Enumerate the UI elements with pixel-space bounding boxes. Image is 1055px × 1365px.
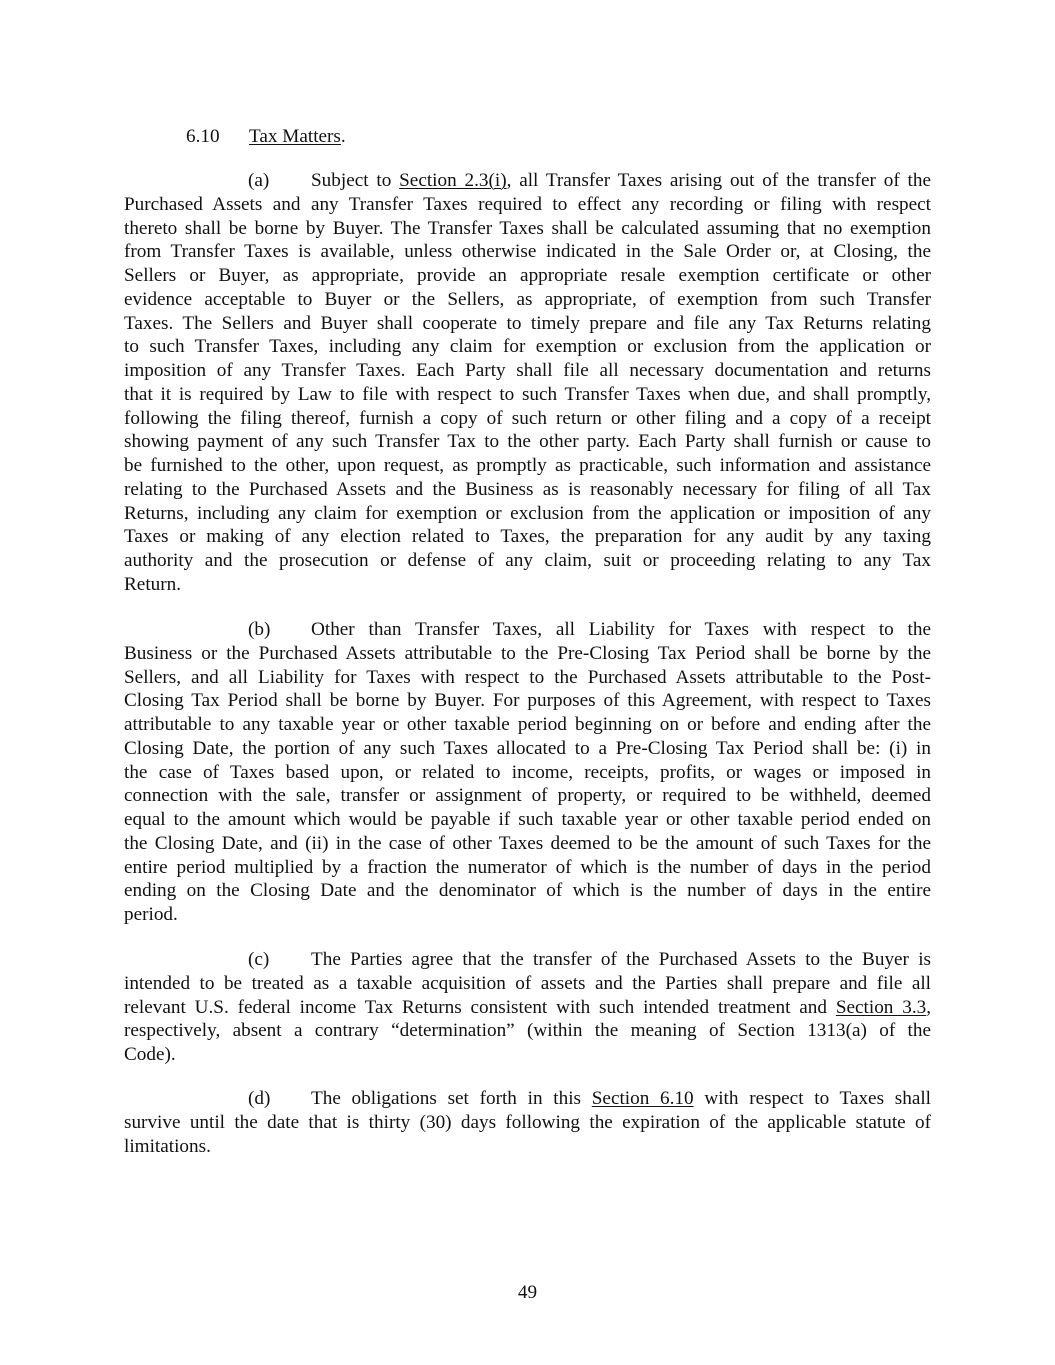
- line-text: be furnished to the other, upon request, as promptly as practicable, such information and assistance: [124, 455, 931, 476]
- line-text: following the filing thereof, furnish a copy of such return or other filing and a copy of a receipt: [124, 407, 931, 429]
- line-text: from Transfer Taxes is available, unless otherwise indicated in the Sale Order or, at Closing, the: [124, 241, 931, 263]
- paragraph-d: [124, 1087, 931, 1158]
- text-line: [124, 169, 931, 193]
- section-heading: [186, 125, 346, 149]
- text-line: [124, 1043, 931, 1067]
- paragraph-c: [124, 948, 931, 1067]
- line-text: the case of Taxes based upon, or related to income, receipts, profits, or wages or imposed in: [124, 761, 931, 783]
- section-title-period: .: [340, 126, 346, 147]
- line-text: attributable to any taxable year or other taxable period beginning on or before and ending after the: [124, 714, 931, 735]
- text-line: [124, 808, 931, 832]
- text-line: [124, 996, 931, 1020]
- line-text-segment: ,: [926, 996, 931, 1018]
- text-line: [124, 430, 931, 454]
- text-line: [124, 217, 931, 241]
- paragraph-label: (a): [248, 170, 270, 191]
- line-text-segment: The obligations set forth in this: [311, 1088, 592, 1109]
- paragraph-first-line-text: [311, 948, 931, 972]
- text-line: [124, 879, 931, 903]
- line-text: respectively, absent a contrary “determination” (within the meaning of Section 1313(a) of the: [124, 1020, 931, 1042]
- text-line: [124, 549, 931, 573]
- line-text: thereto shall be borne by Buyer. The Transfer Taxes shall be calculated assuming that no exemption: [124, 217, 931, 239]
- line-text: Return.: [124, 573, 182, 595]
- text-line: [124, 761, 931, 785]
- line-text: ending on the Closing Date and the denominator of which is the number of days in the entire: [124, 880, 931, 902]
- text-line: [124, 478, 931, 502]
- line-text: intended to be treated as a taxable acquisition of assets and the Parties shall prepare and file all: [124, 972, 931, 994]
- text-line: [124, 1111, 931, 1135]
- line-text: authority and the prosecution or defense of any claim, suit or proceeding relating to any Tax: [124, 550, 931, 571]
- text-line: [124, 573, 931, 597]
- text-line: [124, 383, 931, 407]
- paragraph-first-line-text: [311, 618, 931, 642]
- paragraph-label: (b): [248, 619, 271, 640]
- text-line: [124, 502, 931, 526]
- section-reference: Section 2.3(i): [399, 170, 507, 191]
- line-text: Closing Date, the portion of any such Taxes allocated to a Pre-Closing Tax Period shall be: (i) in: [124, 737, 931, 759]
- text-line: [124, 240, 931, 264]
- line-text-segment: , all Transfer Taxes arising out of the transfer of the: [506, 170, 931, 191]
- text-line: [124, 784, 931, 808]
- text-line: [124, 335, 931, 359]
- text-line: [124, 1135, 931, 1159]
- text-line: [124, 856, 931, 880]
- line-text: Business or the Purchased Assets attributable to the Pre-Closing Tax Period shall be borne by the: [124, 642, 931, 664]
- line-text-segment: with respect to Taxes shall: [693, 1088, 931, 1109]
- section-number: 6.10: [186, 126, 220, 147]
- text-line: [124, 972, 931, 996]
- text-line: [124, 948, 931, 972]
- text-line: [124, 666, 931, 690]
- line-text-segment: Subject to: [311, 170, 400, 191]
- text-line: [124, 1087, 931, 1111]
- line-text: imposition of any Transfer Taxes. Each Party shall file all necessary documentation and returns: [124, 360, 931, 381]
- text-line: [124, 407, 931, 431]
- text-line: [124, 618, 931, 642]
- line-text: Other than Transfer Taxes, all Liability for Taxes with respect to the: [311, 619, 931, 640]
- paragraph-label: (d): [248, 1088, 271, 1109]
- line-text: entire period multiplied by a fraction the numerator of which is the number of days in the period: [124, 856, 931, 878]
- text-line: [124, 525, 931, 549]
- line-text: evidence acceptable to Buyer or the Sellers, as appropriate, of exemption from such Transfer: [124, 288, 931, 310]
- text-line: [124, 903, 931, 927]
- text-line: [124, 359, 931, 383]
- section-reference: Section 6.10: [591, 1088, 694, 1109]
- page-number: 49: [517, 1282, 538, 1303]
- line-text-segment: relevant U.S. federal income Tax Returns consistent with such intended treatment and: [124, 996, 836, 1018]
- line-text: Returns, including any claim for exemption or exclusion from the application or imposition of any: [124, 502, 931, 524]
- line-text: relating to the Purchased Assets and the Business as is reasonably necessary for filing of all Tax: [124, 478, 931, 500]
- paragraph-label: (c): [248, 949, 270, 970]
- line-text: Purchased Assets and any Transfer Taxes required to effect any recording or filing with respect: [124, 193, 931, 215]
- line-text: survive until the date that is thirty (30) days following the expiration of the applicable statute of: [124, 1111, 931, 1133]
- text-line: [124, 193, 931, 217]
- text-line: [124, 832, 931, 856]
- line-text: Sellers or Buyer, as appropriate, provide an appropriate resale exemption certificate or other: [124, 265, 931, 286]
- line-text: Taxes. The Sellers and Buyer shall cooperate to timely prepare and file any Tax Returns relating: [124, 312, 931, 334]
- line-text: equal to the amount which would be payable if such taxable year or other taxable period ended on: [124, 809, 931, 830]
- line-text: The Parties agree that the transfer of the Purchased Assets to the Buyer is: [311, 949, 931, 970]
- paragraph-first-line-text: [311, 169, 931, 193]
- section-title: Tax Matters: [249, 126, 341, 147]
- text-line: [124, 1019, 931, 1043]
- line-text: Closing Tax Period shall be borne by Buyer. For purposes of this Agreement, with respect to Taxes: [124, 690, 931, 712]
- text-line: [124, 264, 931, 288]
- line-text: that it is required by Law to file with respect to such Transfer Taxes when due, and shall promptly,: [124, 383, 931, 405]
- line-text: to such Transfer Taxes, including any claim for exemption or exclusion from the application or: [124, 336, 931, 358]
- line-text: period.: [124, 904, 178, 925]
- line-text: Sellers, and all Liability for Taxes with respect to the Purchased Assets attributable to the Post-: [124, 666, 931, 688]
- line-text: connection with the sale, transfer or assignment of property, or required to be withheld, deemed: [124, 785, 931, 807]
- text-line: [124, 312, 931, 336]
- text-line: [124, 737, 931, 761]
- line-text: the Closing Date, and (ii) in the case of other Taxes deemed to be the amount of such Taxes for the: [124, 832, 931, 854]
- line-text: limitations.: [124, 1135, 211, 1157]
- text-line: [124, 642, 931, 666]
- paragraph-a: [124, 169, 931, 597]
- paragraph-b: [124, 618, 931, 927]
- text-line: [124, 713, 931, 737]
- paragraph-first-line-text: [311, 1087, 931, 1111]
- line-text: Taxes or making of any election related to Taxes, the preparation for any audit by any taxing: [124, 526, 931, 548]
- line-text: showing payment of any such Transfer Tax to the other party. Each Party shall furnish or cause to: [124, 431, 931, 453]
- text-line: [124, 689, 931, 713]
- text-line: [124, 454, 931, 478]
- section-reference: Section 3.3: [835, 996, 927, 1018]
- line-text: Code).: [124, 1044, 176, 1065]
- text-line: [124, 288, 931, 312]
